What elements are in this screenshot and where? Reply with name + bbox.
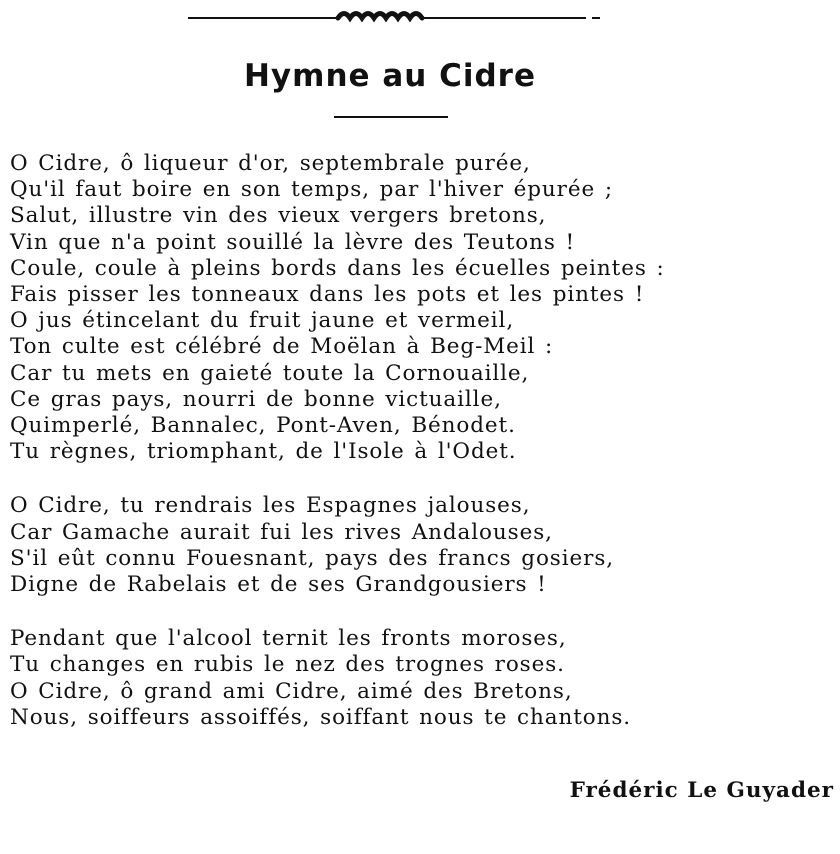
stanza xyxy=(10,151,830,465)
poem-body xyxy=(10,151,830,759)
verse-line: Salut, illustre vin des vieux vergers bretons, xyxy=(10,203,547,229)
verse-line: Tu règnes, triomphant, de l'Isole à l'Odet. xyxy=(10,439,517,465)
verse-line: Nous, soiffeurs assoiffés, soiffant nous te chantons. xyxy=(10,704,631,730)
verse-line: O Cidre, ô liqueur d'or, septembrale purée, xyxy=(10,151,531,176)
author-signature: Frédéric Le Guyader xyxy=(569,778,834,803)
verse-line: S'il eût connu Fouesnant, pays des francs gosiers, xyxy=(10,545,614,571)
verse-line: Vin que n'a point souillé la lèvre des Teutons ! xyxy=(10,229,576,255)
verse-line: Fais pisser les tonneaux dans les pots et les pintes ! xyxy=(10,282,645,308)
title-underline-rule xyxy=(334,116,448,118)
verse-line: Qu'il faut boire en son temps, par l'hiver épurée ; xyxy=(10,177,613,203)
verse-line: Tu changes en rubis le nez des trognes roses. xyxy=(10,652,565,678)
verse-line: Pendant que l'alcool ternit les fronts moroses, xyxy=(10,626,567,652)
verse-line: Digne de Rabelais et de ses Grandgousiers ! xyxy=(10,572,547,598)
verse-line: Quimperlé, Bannalec, Pont-Aven, Bénodet. xyxy=(10,413,516,439)
stanza xyxy=(10,493,830,598)
decorative-divider-ornament xyxy=(186,6,606,30)
verse-line: O jus étincelant du fruit jaune et vermeil, xyxy=(10,308,515,334)
verse-line: Ton culte est célébré de Moëlan à Beg-Meil : xyxy=(10,334,554,360)
verse-line: Coule, coule à pleins bords dans les écuelles peintes : xyxy=(10,255,665,281)
poem-title: Hymne au Cidre xyxy=(243,58,536,94)
verse-line: Car Gamache aurait fui les rives Andalouses, xyxy=(10,519,553,545)
verse-line: Car tu mets en gaieté toute la Cornouaille, xyxy=(10,360,530,386)
verse-line: O Cidre, tu rendrais les Espagnes jalouses, xyxy=(10,493,531,519)
verse-line: O Cidre, ô grand ami Cidre, aimé des Bretons, xyxy=(10,678,573,704)
verse-line: Ce gras pays, nourri de bonne victuaille, xyxy=(10,386,502,412)
stanza xyxy=(10,626,830,731)
